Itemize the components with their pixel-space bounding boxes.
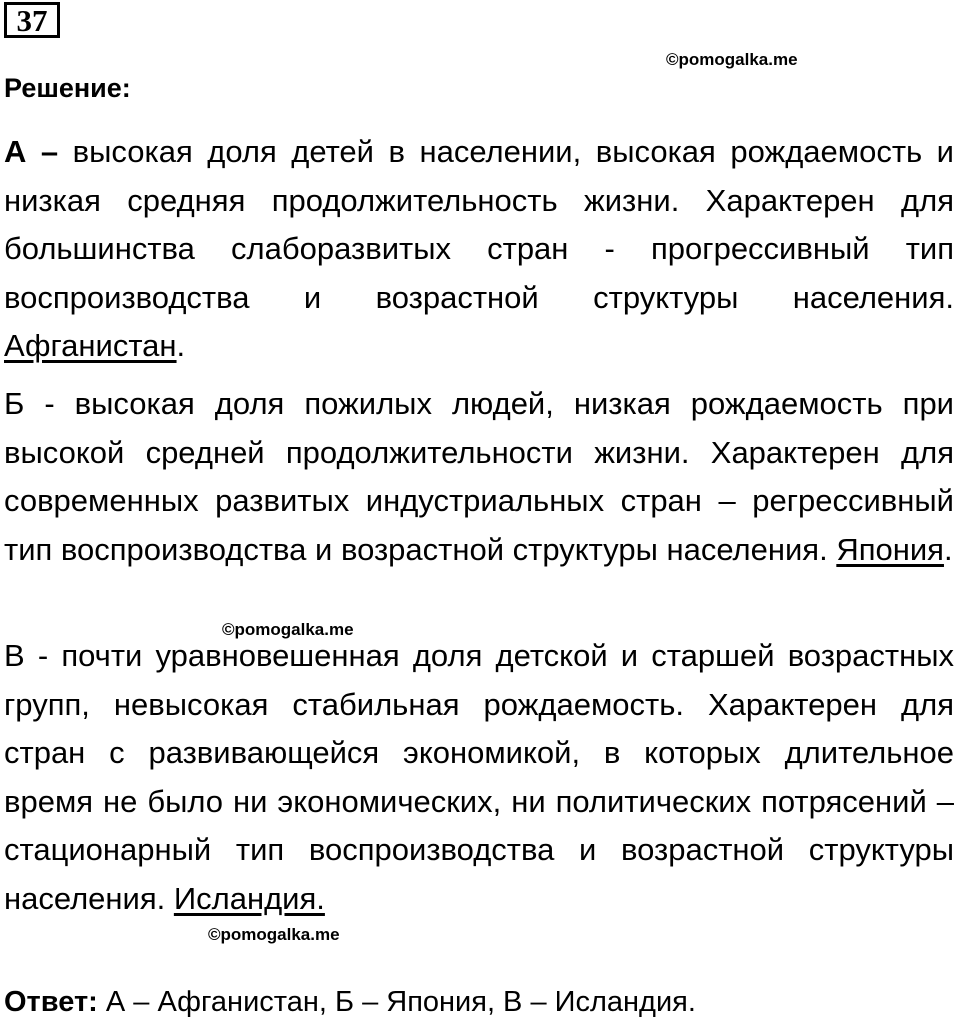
solution-heading: Решение:: [4, 73, 131, 103]
paragraph-v-text: В - почти уравновешенная доля детской и старшей возрастных групп, невысокая стабильная рождаемость. Характерен для стран с развивающейся экономикой, в которых длительное время не было ни экономических, ни политических потрясений – стационарный тип воспроизводства и возрастной структуры населения.: [4, 638, 954, 916]
paragraph-b-country: Япония: [836, 531, 944, 567]
watermark-bottom: ©pomogalka.me: [208, 925, 340, 944]
answer-line: [4, 980, 696, 1024]
paragraph-a-end: .: [176, 328, 186, 363]
paragraph-a-text: высокая доля детей в населении, высокая рождаемость и низкая средняя продолжительность жизни. Характерен для большинства слаборазвитых стран - прогрессивный тип воспроизводства и возрастной структуры населения.: [4, 134, 954, 315]
paragraph-v: [4, 632, 954, 923]
paragraph-a: [4, 128, 954, 371]
paragraph-b-text: Б - высокая доля пожилых людей, низкая рождаемость при высокой средней продолжительности жизни. Характерен для современных развитых индустриальных стран – регрессивный тип воспроизводства и возрастной структуры населения.: [4, 386, 954, 567]
task-number-box: 37: [4, 2, 60, 38]
watermark-middle: ©pomogalka.me: [222, 620, 354, 639]
paragraph-a-country: Афганистан: [4, 328, 177, 363]
paragraph-b-end: .: [943, 531, 953, 567]
answer-text: А – Афганистан, Б – Япония, В – Исландия.: [97, 986, 696, 1018]
watermark-top: ©pomogalka.me: [666, 50, 798, 69]
paragraph-a-lead: А –: [4, 134, 59, 169]
paragraph-b: [4, 380, 954, 574]
paragraph-v-country: Исландия.: [173, 880, 325, 916]
answer-label: Ответ:: [4, 986, 98, 1018]
